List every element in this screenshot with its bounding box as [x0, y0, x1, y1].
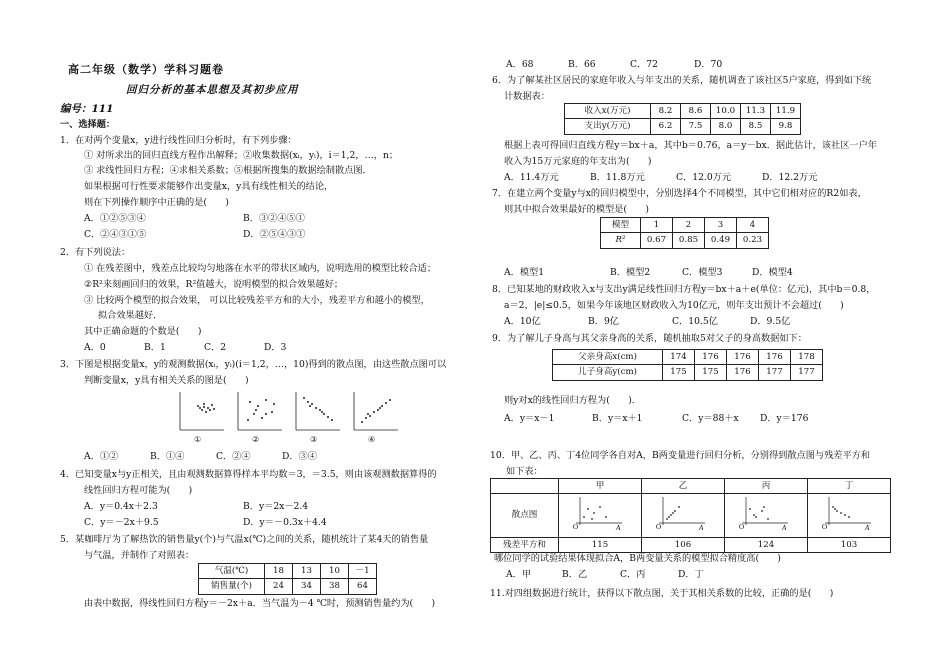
table-row [491, 479, 891, 494]
q7-row-label-model: 模型 [601, 218, 641, 233]
table-cell: 176 [727, 350, 759, 365]
q3-plot-label-2: ② [252, 435, 260, 444]
svg-text:O: O [739, 523, 745, 532]
table-cell: 0.49 [705, 233, 737, 248]
q1-stem: 1．在对两个变量x，y进行线性回归分析时，有下列步骤： [60, 135, 297, 146]
q1-question: 则在下列操作顺序中正确的是( ) [84, 197, 229, 208]
table-cell: 18 [265, 564, 293, 579]
table-cell: 178 [791, 350, 823, 365]
svg-text:A: A [865, 524, 870, 532]
q1-option-d[interactable]: D．②⑤④③① [243, 229, 306, 240]
q5-question: 由表中数据，得线性回归方程y＝－2x＋a．当气温为－4 ℃时，预测销售量约为( ) [84, 598, 436, 609]
q7-option-c[interactable]: C．模型3 [682, 267, 723, 278]
table-cell: 8.0 [711, 119, 741, 134]
svg-text:A: A [699, 524, 704, 532]
section-heading: 一、选择题： [60, 119, 116, 130]
q11-stem: 11.对四组数据进行统计，获得以下散点图，关于其相关系数的比较，正确的是( ) [490, 588, 834, 599]
q8-stem: 8．已知某地的财政收入x与支出y满足线性回归方程y＝bx＋a＋e(单位：亿元)，其中b＝0.8， [492, 284, 876, 295]
q6-row-label-income: 收入x(万元) [565, 104, 651, 119]
q10-header-jia: 甲 [559, 479, 642, 494]
q7-stem: 7．在建立两个变量y与x的回归模型中，分别选择4个不同模型，其中它们相对应的R2如表， [492, 188, 867, 199]
q5-data-table [198, 563, 377, 595]
q10-stem: 10．甲、乙、丙、丁4位同学各自对A，B两变量进行回归分析，分别得到散点图与残差平方和 [490, 450, 871, 461]
q8-question: a＝2，|e|≤0.5，如果今年该地区财政收入为10亿元，则年支出预计不会超过( ) [504, 300, 844, 311]
q9-data-table [552, 349, 823, 381]
svg-text:O: O [573, 523, 579, 532]
table-row [565, 119, 801, 134]
q1-option-c[interactable]: C．②④③①⑤ [84, 229, 147, 240]
q10-row-label-scatter: 散点图 [491, 494, 559, 537]
table-cell: 124 [725, 537, 808, 552]
table-cell: 177 [759, 365, 791, 380]
q2-statement-1: ① 在残差图中，残差点比较均匀地落在水平的带状区域内，说明选用的模型比较合适； [84, 263, 437, 274]
q1-condition: 如果根据可行性要求能够作出变量x，y具有线性相关的结论， [84, 181, 334, 192]
table-cell: 115 [559, 537, 642, 552]
table-cell: 10 [321, 564, 349, 579]
q9-question: 则y对x的线性回归方程为( )． [504, 395, 641, 406]
q7-row-label-r2: R² [601, 233, 641, 248]
q6-stem: 6．为了解某社区居民的家庭年收入与年支出的关系，随机调查了该社区5户家庭，得到如下统 [492, 75, 872, 86]
table-cell: 175 [663, 365, 695, 380]
q3-plot-1 [180, 392, 224, 430]
q7-option-d[interactable]: D．模型4 [752, 267, 793, 278]
q6-option-b[interactable]: B．11.8万元 [590, 172, 645, 183]
svg-text:A: A [782, 524, 787, 532]
q3-option-d[interactable]: D．③④ [282, 451, 317, 462]
table-row [199, 564, 377, 579]
q6-question: 收入为15万元家庭的年支出为( ) [504, 156, 652, 167]
table-cell: －1 [349, 564, 377, 579]
q4-question: 线性回归方程可能为( ) [84, 485, 193, 496]
table-cell: 38 [321, 579, 349, 594]
q6-option-d[interactable]: D．12.2万元 [762, 172, 818, 183]
table-cell: 0.23 [737, 233, 769, 248]
q10-scatter-cell-jia [559, 494, 642, 537]
q3-question: 判断变量x，y具有相关关系的图是( ) [84, 375, 249, 386]
q4-option-d[interactable]: D．y＝－0.3x＋4.4 [243, 517, 327, 528]
table-cell: 176 [695, 350, 727, 365]
q10-scatter-jia [570, 495, 630, 531]
q5-option-d[interactable]: D．70 [694, 59, 723, 70]
q1-option-a[interactable]: A．①②⑤③④ [84, 213, 146, 224]
q4-option-c[interactable]: C．y＝－2x＋9.5 [84, 517, 159, 528]
q3-plot-label-1: ① [194, 435, 202, 444]
q1-option-b[interactable]: B．③②④⑤① [243, 213, 305, 224]
table-cell: 0.85 [673, 233, 705, 248]
table-cell: 6.2 [651, 119, 681, 134]
q2-statement-2: ②R²来刻画回归的效果，R²值越大，说明模型的拟合效果越好； [84, 279, 344, 290]
q10-header-ding: 丁 [808, 479, 891, 494]
q10-scatter-yi [653, 495, 713, 531]
q7-option-a[interactable]: A．模型1 [504, 267, 545, 278]
q6-option-a[interactable]: A．11.4万元 [504, 172, 559, 183]
table-cell: 7.5 [681, 119, 711, 134]
q10-corner-cell [491, 479, 559, 494]
q10-option-c[interactable]: C．丙 [620, 569, 646, 580]
q9-row-label-father: 父亲身高x(cm) [553, 350, 663, 365]
q7-data-table [600, 217, 769, 249]
q9-stem: 9．为了解儿子身高与其父亲身高的关系，随机抽取5对父子的身高数据如下： [492, 333, 807, 344]
table-cell: 10.0 [711, 104, 741, 119]
q5-option-b[interactable]: B．66 [568, 59, 596, 70]
q2-stem: 2．有下列说法： [60, 247, 131, 258]
q3-plot-label-4: ④ [368, 435, 376, 444]
q8-option-c[interactable]: C．10.5亿 [672, 316, 718, 327]
q3-option-b[interactable]: B．①④ [150, 451, 185, 462]
table-cell: 1 [641, 218, 673, 233]
table-cell: 176 [759, 350, 791, 365]
q10-scatter-cell-bing [725, 494, 808, 537]
q5-row-label-temp: 气温(℃) [199, 564, 265, 579]
table-cell: 11.3 [741, 104, 771, 119]
q5-intro: 与气温，并制作了对照表： [84, 550, 195, 561]
q10-scatter-cell-ding [808, 494, 891, 537]
q2-option-d[interactable]: D．3 [264, 342, 287, 353]
table-cell: 3 [705, 218, 737, 233]
table-row [491, 537, 891, 552]
q10-row-label-residual: 残差平方和 [491, 537, 559, 552]
q6-row-label-expense: 支出y(万元) [565, 119, 651, 134]
svg-text:A: A [616, 524, 621, 532]
q4-stem: 4．已知变量x与y正相关，且由观测数据算得样本平均数＝3，＝3.5，则由该观测数据算得的 [60, 469, 437, 480]
q8-option-b[interactable]: B．9亿 [588, 316, 619, 327]
q3-stem: 3．下图是根据变量x，y的观测数据(xᵢ，yᵢ)(i＝1,2，…，10)得到的散点图，由这些散点图可以 [60, 359, 447, 370]
table-cell: 176 [727, 365, 759, 380]
table-cell: 8.6 [681, 104, 711, 119]
table-cell: 34 [293, 579, 321, 594]
q3-option-a[interactable]: A．①② [84, 451, 119, 462]
q9-row-label-son: 儿子身高y(cm) [553, 365, 663, 380]
q10-scatter-cell-yi [642, 494, 725, 537]
table-row [601, 233, 769, 248]
table-row [565, 104, 801, 119]
table-cell: 11.9 [771, 104, 801, 119]
q8-option-a[interactable]: A．10亿 [504, 316, 541, 327]
page-subtitle: 回归分析的基本思想及其初步应用 [126, 84, 299, 96]
q10-scatter-bing [736, 495, 796, 531]
table-cell: 106 [642, 537, 725, 552]
q10-data-table [490, 478, 891, 553]
q10-header-yi: 乙 [642, 479, 725, 494]
table-row [491, 494, 891, 537]
q6-intro: 计数据表： [504, 91, 550, 102]
table-row [553, 365, 823, 380]
q2-statement-3-cont: 拟合效果越好． [98, 310, 163, 321]
table-cell: 175 [695, 365, 727, 380]
table-cell: 103 [808, 537, 891, 552]
q9-option-a[interactable]: A．y＝x－1 [504, 413, 555, 424]
table-cell: 177 [791, 365, 823, 380]
table-cell: 4 [737, 218, 769, 233]
worksheet-code: 编号：111 [60, 103, 114, 115]
q10-option-a[interactable]: A．甲 [506, 569, 532, 580]
table-cell: 13 [293, 564, 321, 579]
table-cell: 0.67 [641, 233, 673, 248]
q3-plot-2 [238, 392, 282, 430]
q2-option-a[interactable]: A．0 [84, 342, 106, 353]
table-cell: 8.2 [651, 104, 681, 119]
q3-plot-4 [354, 392, 398, 430]
table-cell: 8.5 [741, 119, 771, 134]
q9-option-c[interactable]: C．y＝88＋x [682, 413, 739, 424]
q8-option-d[interactable]: D．9.5亿 [750, 316, 791, 327]
q6-option-c[interactable]: C．12.0万元 [676, 172, 732, 183]
q10-option-d[interactable]: D．丁 [678, 569, 704, 580]
q2-option-b[interactable]: B．1 [144, 342, 166, 353]
q9-option-b[interactable]: B．y＝x＋1 [592, 413, 643, 424]
q5-option-c[interactable]: C．72 [630, 59, 658, 70]
q4-option-b[interactable]: B．y＝2x－2.4 [243, 501, 309, 512]
svg-text:O: O [656, 523, 662, 532]
table-cell: 174 [663, 350, 695, 365]
q4-option-a[interactable]: A．y＝0.4x＋2.3 [84, 501, 158, 512]
q5-stem: 5．某咖啡厅为了解热饮的销售量y(个)与气温x(℃)之间的关系，随机统计了某4天的销售量 [60, 534, 429, 545]
table-cell: 9.8 [771, 119, 801, 134]
q9-option-d[interactable]: D．y＝176 [760, 413, 809, 424]
table-row [199, 579, 377, 594]
page-title: 高二年级（数学）学科习题卷 [68, 63, 224, 76]
q1-step-line1: ① 对所求出的回归直线方程作出解释；②收集数据(xᵢ，yᵢ)，i＝1,2，…，n； [84, 150, 399, 161]
q7-option-b[interactable]: B．模型2 [610, 267, 651, 278]
q10-question: 哪位同学的试验结果体现拟合A，B两变量关系的模型拟合精度高( ) [494, 553, 781, 564]
table-row [553, 350, 823, 365]
q2-option-c[interactable]: C．2 [204, 342, 227, 353]
q2-statement-3: ③ 比较两个模型的拟合效果， 可以比较残差平方和的大小，残差平方和越小的模型， [84, 295, 430, 306]
q3-plot-3 [296, 392, 340, 430]
q5-option-a[interactable]: A．68 [506, 59, 534, 70]
q5-row-label-sales: 销售量(个) [199, 579, 265, 594]
q10-scatter-ding [819, 495, 879, 531]
q3-option-c[interactable]: C．②④ [216, 451, 251, 462]
q10-header-bing: 丙 [725, 479, 808, 494]
q1-step-line2: ③ 求线性回归方程；④求相关系数；⑤根据所搜集的数据绘制散点图． [84, 165, 372, 176]
q6-data-table [564, 103, 801, 135]
q10-option-b[interactable]: B．乙 [562, 569, 588, 580]
q7-question: 则其中拟合效果最好的模型是( ) [504, 204, 649, 215]
q3-plot-label-3: ③ [310, 435, 318, 444]
svg-text:O: O [822, 523, 828, 532]
table-cell: 24 [265, 579, 293, 594]
table-cell: 64 [349, 579, 377, 594]
table-cell: 2 [673, 218, 705, 233]
table-row [601, 218, 769, 233]
q10-intro: 如下表： [506, 466, 543, 477]
q6-description: 根据上表可得回归直线方程y＝bx＋a，其中b＝0.76，a＝y－bx．据此估计，该社区一户年 [504, 140, 877, 151]
q2-question: 其中正确命题的个数是( ) [84, 326, 202, 337]
